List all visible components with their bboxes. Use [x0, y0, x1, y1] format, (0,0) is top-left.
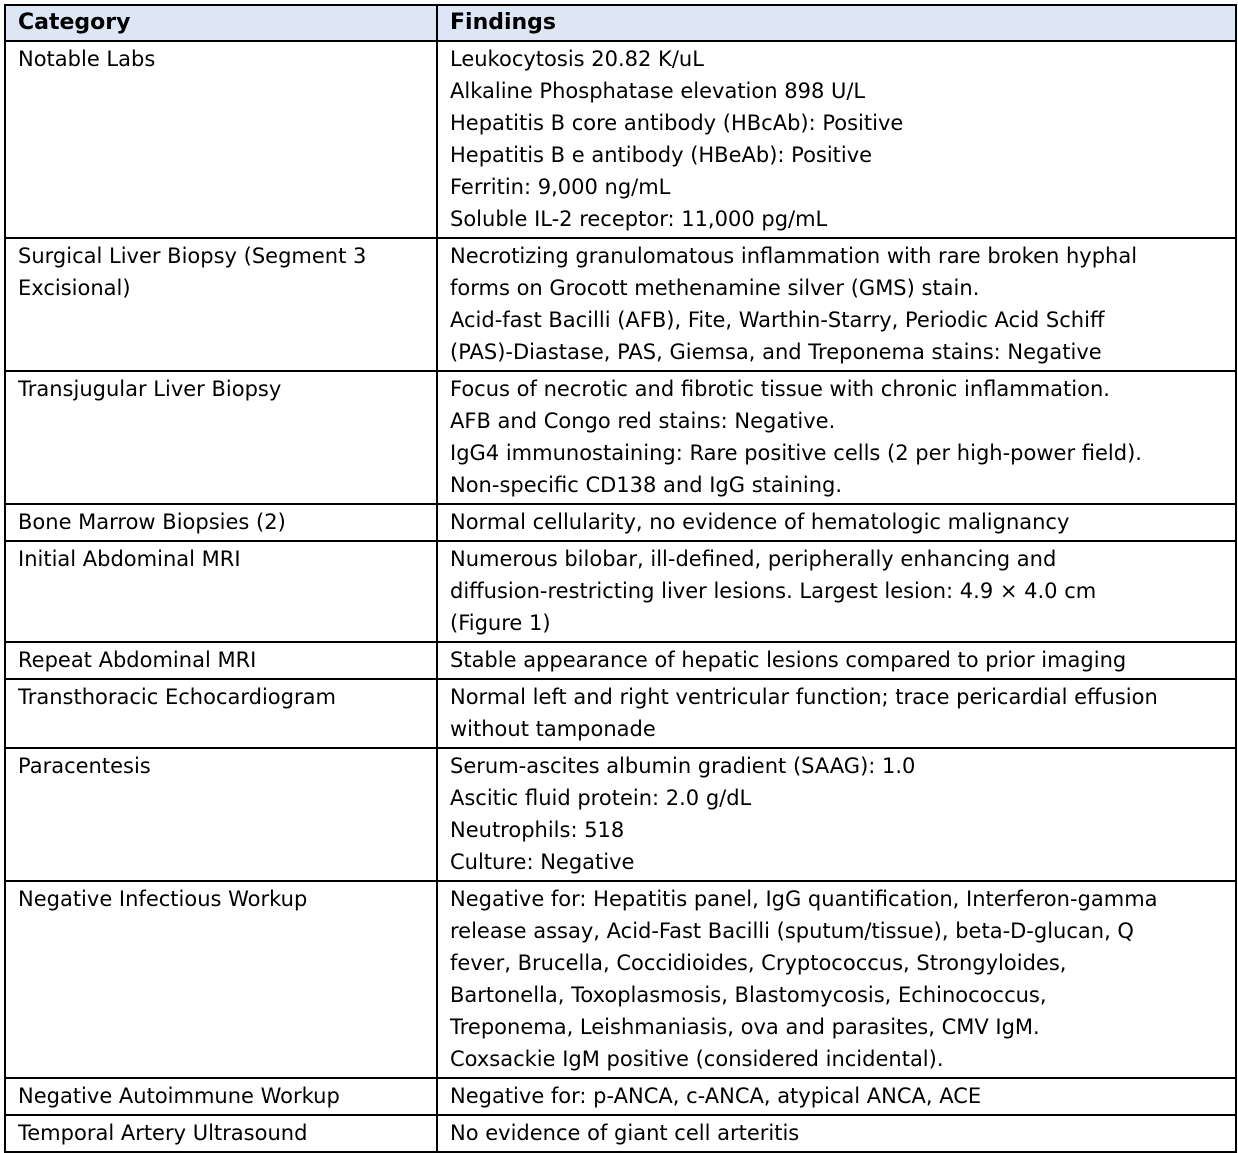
finding-line: Treponema, Leishmaniasis, ova and parasites, CMV IgM.: [450, 1015, 1040, 1039]
finding-line: without tamponade: [450, 717, 656, 741]
table-row: [5, 504, 1236, 541]
finding-line: Hepatitis B core antibody (HBcAb): Positive: [450, 111, 904, 135]
table-row: [5, 238, 1236, 371]
category-cell: Negative Infectious Workup: [5, 881, 437, 1078]
finding-line: Necrotizing granulomatous inflammation with rare broken hyphal: [450, 244, 1138, 268]
finding-line: (PAS)-Diastase, PAS, Giemsa, and Treponema stains: Negative: [450, 340, 1102, 364]
findings-cell: [437, 679, 1236, 748]
findings-cell: [437, 642, 1236, 679]
table-row: [5, 1078, 1236, 1115]
table-row: [5, 748, 1236, 881]
finding-line: Focus of necrotic and fibrotic tissue with chronic inflammation.: [450, 377, 1110, 401]
finding-line: AFB and Congo red stains: Negative.: [450, 409, 836, 433]
finding-line: Numerous bilobar, ill-defined, peripherally enhancing and: [450, 547, 1057, 571]
finding-line: diffusion-restricting liver lesions. Largest lesion: 4.9 × 4.0 cm: [450, 579, 1097, 603]
table-row: [5, 679, 1236, 748]
finding-line: forms on Grocott methenamine silver (GMS) stain.: [450, 276, 980, 300]
findings-cell: [437, 881, 1236, 1078]
category-cell: Negative Autoimmune Workup: [5, 1078, 437, 1115]
category-line: Excisional): [18, 276, 131, 300]
category-cell: Notable Labs: [5, 41, 437, 238]
finding-line: Non-specific CD138 and IgG staining.: [450, 473, 843, 497]
findings-cell: [437, 41, 1236, 238]
finding-line: Hepatitis B e antibody (HBeAb): Positive: [450, 143, 873, 167]
finding-line: No evidence of giant cell arteritis: [450, 1121, 800, 1145]
header-category: Category: [5, 5, 437, 41]
finding-line: Negative for: p-ANCA, c-ANCA, atypical ANCA, ACE: [450, 1084, 982, 1108]
table-row: [5, 1115, 1236, 1152]
finding-line: Normal cellularity, no evidence of hematologic malignancy: [450, 510, 1070, 534]
table-row: [5, 642, 1236, 679]
finding-line: Normal left and right ventricular function; trace pericardial effusion: [450, 685, 1158, 709]
category-cell: Bone Marrow Biopsies (2): [5, 504, 437, 541]
table-row: [5, 41, 1236, 238]
finding-line: Negative for: Hepatitis panel, IgG quantification, Interferon-gamma: [450, 887, 1158, 911]
finding-line: Acid-fast Bacilli (AFB), Fite, Warthin-Starry, Periodic Acid Schiff: [450, 308, 1105, 332]
category-cell: Transthoracic Echocardiogram: [5, 679, 437, 748]
header-row: [5, 5, 1236, 41]
findings-cell: [437, 504, 1236, 541]
finding-line: Alkaline Phosphatase elevation 898 U/L: [450, 79, 866, 103]
finding-line: Neutrophils: 518: [450, 818, 625, 842]
finding-line: Bartonella, Toxoplasmosis, Blastomycosis, Echinococcus,: [450, 983, 1047, 1007]
findings-cell: [437, 371, 1236, 504]
findings-cell: [437, 748, 1236, 881]
finding-line: Ferritin: 9,000 ng/mL: [450, 175, 671, 199]
category-cell: [5, 238, 437, 371]
table-body: [5, 41, 1236, 1152]
table-row: [5, 541, 1236, 642]
category-cell: Temporal Artery Ultrasound: [5, 1115, 437, 1152]
finding-line: Serum-ascites albumin gradient (SAAG): 1.0: [450, 754, 916, 778]
findings-cell: [437, 1078, 1236, 1115]
findings-cell: [437, 541, 1236, 642]
finding-line: Stable appearance of hepatic lesions compared to prior imaging: [450, 648, 1127, 672]
finding-line: Soluble IL-2 receptor: 11,000 pg/mL: [450, 207, 828, 231]
finding-line: IgG4 immunostaining: Rare positive cells (2 per high-power field).: [450, 441, 1142, 465]
finding-line: Culture: Negative: [450, 850, 635, 874]
finding-line: Ascitic fluid protein: 2.0 g/dL: [450, 786, 752, 810]
header-findings: Findings: [437, 5, 1236, 41]
category-cell: Repeat Abdominal MRI: [5, 642, 437, 679]
finding-line: (Figure 1): [450, 611, 551, 635]
category-cell: Transjugular Liver Biopsy: [5, 371, 437, 504]
category-line: Surgical Liver Biopsy (Segment 3: [18, 244, 367, 268]
finding-line: release assay, Acid-Fast Bacilli (sputum/tissue), beta-D-glucan, Q: [450, 919, 1134, 943]
finding-line: fever, Brucella, Coccidioides, Cryptococcus, Strongyloides,: [450, 951, 1067, 975]
category-cell: Paracentesis: [5, 748, 437, 881]
table-row: [5, 371, 1236, 504]
category-cell: Initial Abdominal MRI: [5, 541, 437, 642]
findings-table: [4, 4, 1237, 1153]
findings-cell: [437, 1115, 1236, 1152]
finding-line: Leukocytosis 20.82 K/uL: [450, 47, 704, 71]
finding-line: Coxsackie IgM positive (considered incidental).: [450, 1047, 944, 1071]
findings-cell: [437, 238, 1236, 371]
table-row: [5, 881, 1236, 1078]
